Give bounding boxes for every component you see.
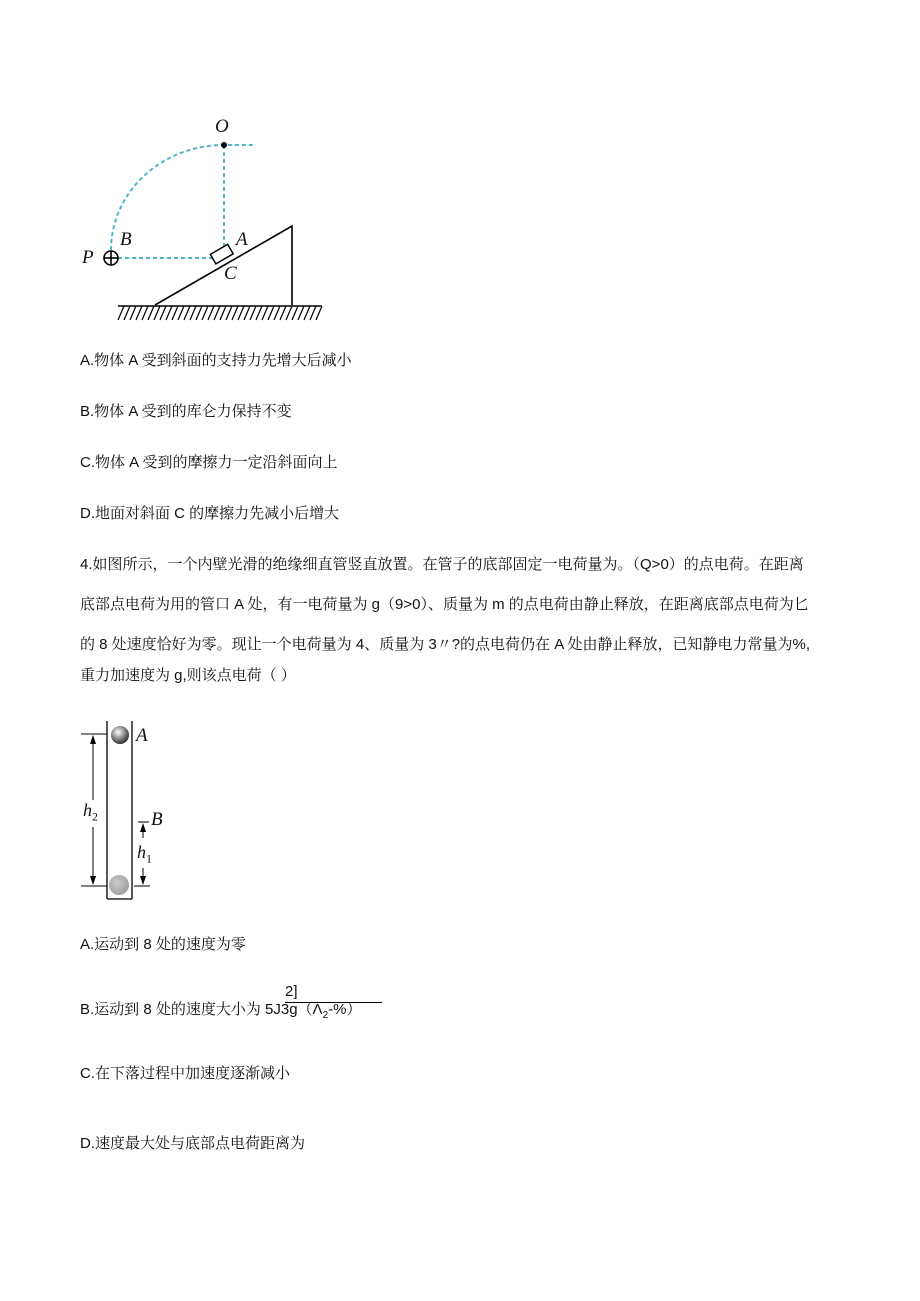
point-o bbox=[221, 142, 227, 148]
ground-hatch bbox=[220, 306, 226, 320]
ground-hatch bbox=[118, 306, 124, 320]
label-b: B bbox=[120, 229, 132, 250]
q4-line-2: 底部点电荷为用的管口 A 处，有一电荷量为 g（9>0）、质量为 m 的点电荷由静止释放，在距离底部点电荷为匕 bbox=[80, 596, 809, 613]
q3-option-b: B.物体 A 受到的库仑力保持不变 bbox=[80, 403, 292, 420]
ground-hatch bbox=[178, 306, 184, 320]
ground-hatch bbox=[130, 306, 136, 320]
ground-hatch bbox=[208, 306, 214, 320]
label-a: A bbox=[236, 229, 248, 250]
ground-hatch bbox=[256, 306, 262, 320]
ground-hatch bbox=[268, 306, 274, 320]
ground-hatch bbox=[238, 306, 244, 320]
q4-option-b: B.运动到 8 处的速度大小为 $5J3g(\Lambda_2-\%)$ bbox=[80, 1001, 362, 1021]
q3-option-c: C.物体 A 受到的摩擦力一定沿斜面向上 bbox=[80, 454, 338, 471]
ground-hatch bbox=[202, 306, 208, 320]
label-tube-b: B bbox=[151, 809, 163, 830]
ground-hatch bbox=[214, 306, 220, 320]
label-tube-a: A bbox=[136, 725, 148, 746]
ground bbox=[118, 306, 322, 320]
ground-hatch bbox=[304, 306, 310, 320]
ground-hatch bbox=[286, 306, 292, 320]
ground-hatch bbox=[226, 306, 232, 320]
ball-a bbox=[111, 726, 129, 744]
q3-option-a: A.物体 A 受到斜面的支持力先增大后减小 bbox=[80, 352, 352, 369]
ground-hatch bbox=[310, 306, 316, 320]
ground-hatch bbox=[316, 306, 322, 320]
label-c: C bbox=[224, 263, 237, 284]
ground-hatch bbox=[262, 306, 268, 320]
q4-option-b-numerator: 2] bbox=[285, 982, 382, 1003]
ground-hatch bbox=[190, 306, 196, 320]
label-p: P bbox=[82, 247, 94, 268]
q4-option-d: D.速度最大处与底部点电荷距离为 bbox=[80, 1135, 306, 1152]
ground-hatch bbox=[298, 306, 304, 320]
ground-hatch bbox=[196, 306, 202, 320]
ball-bottom bbox=[109, 875, 129, 895]
ground-hatch bbox=[160, 306, 166, 320]
ground-hatch bbox=[124, 306, 130, 320]
dashed-arc bbox=[111, 145, 255, 258]
ground-hatch bbox=[142, 306, 148, 320]
label-o: O bbox=[215, 116, 229, 137]
ground-hatch bbox=[136, 306, 142, 320]
q4-option-c: C.在下落过程中加速度逐渐减小 bbox=[80, 1065, 291, 1082]
ground-hatch bbox=[280, 306, 286, 320]
ground-hatch bbox=[232, 306, 238, 320]
q3-option-d: D.地面对斜面 C 的摩擦力先减小后增大 bbox=[80, 505, 340, 522]
q4-line-3: 的 8 处速度恰好为零。现让一个电荷量为 4、质量为 3〃?的点电荷仍在 A 处由静止释放，已知静电力常量为%, bbox=[80, 636, 811, 653]
q4-option-a: A.运动到 8 处的速度为零 bbox=[80, 936, 246, 953]
ground-hatch bbox=[148, 306, 154, 320]
ground-hatch bbox=[154, 306, 160, 320]
ground-hatch bbox=[172, 306, 178, 320]
q4-line-1: 4.如图所示，一个内壁光滑的绝缘细直管竖直放置。在管子的底部固定一电荷量为。（Q>0）的点电荷。在距离 bbox=[80, 556, 804, 573]
ground-hatch bbox=[244, 306, 250, 320]
ground-hatch bbox=[292, 306, 298, 320]
ground-hatch bbox=[250, 306, 256, 320]
block-a bbox=[210, 244, 233, 264]
positive-charge-icon bbox=[104, 251, 118, 265]
label-h1: $h_1$ bbox=[137, 842, 152, 866]
q4-line-4: 重力加速度为 g,则该点电荷（ ） bbox=[80, 667, 296, 684]
ground-hatch bbox=[184, 306, 190, 320]
label-h2: $h_2$ bbox=[83, 800, 98, 827]
ground-hatch bbox=[274, 306, 280, 320]
ground-hatch bbox=[166, 306, 172, 320]
